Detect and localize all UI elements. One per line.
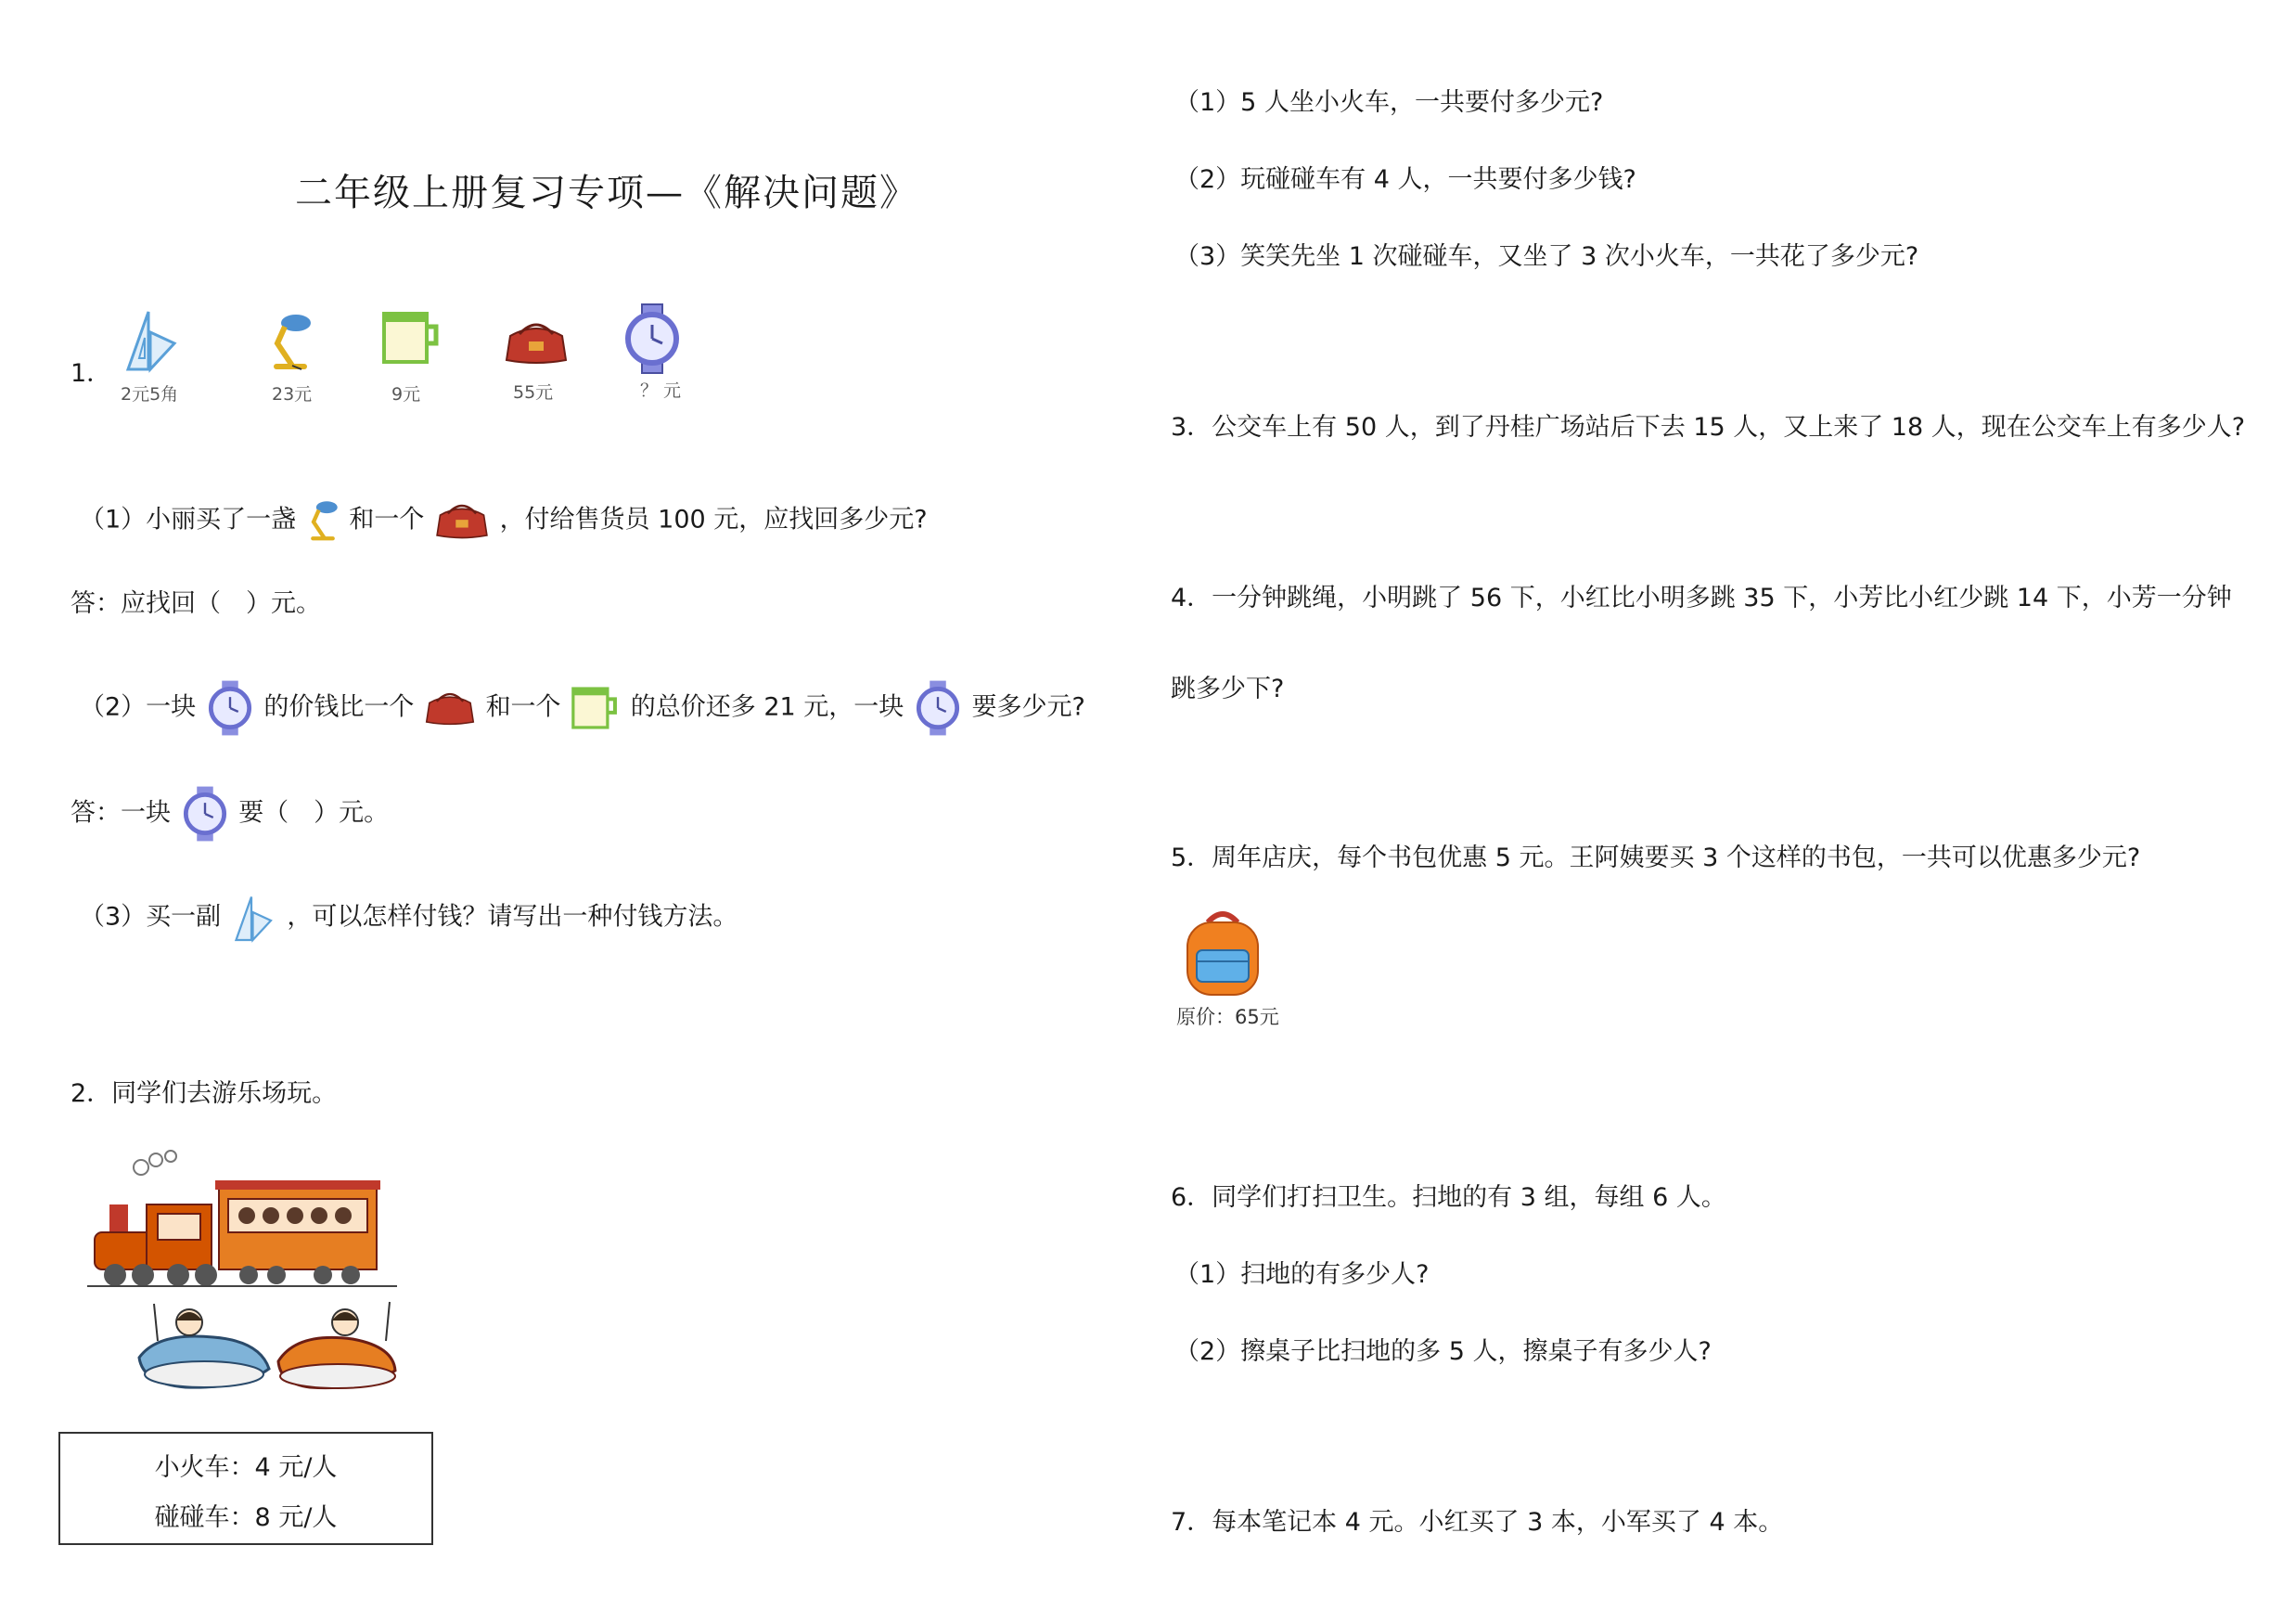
q1-answer1: 答：应找回（ ）元。 [71,589,321,618]
item-price: 55元 [513,382,554,403]
q1-answer2-text-b: 要（ ）元。 [238,798,390,828]
q2-stem: 2．同学们去游乐场玩。 [71,1079,338,1108]
watch-icon [620,303,685,375]
q1-number: 1． [71,359,112,388]
cup-icon [378,310,445,366]
q1-part1-text-c: ，付给售货员 100 元，应找回多少元? [499,505,928,535]
price-box [58,1432,433,1545]
cup-icon [569,685,622,731]
set-square-icon [229,891,279,945]
q1-part2-text-d: 的总价还多 21 元，一块 [630,692,904,722]
q6-sub2: （2）擦桌子比扫地的多 5 人，擦桌子有多少人? [1174,1337,1712,1366]
item-price: 23元 [272,384,313,405]
watch-icon [204,679,256,737]
q2-sub3: （3）笑笑先坐 1 次碰碰车，又坐了 3 次小火车，一共花了多少元? [1174,242,1919,271]
bag-icon [432,501,492,540]
q1-part2-text-e: 要多少元? [971,692,1085,722]
q1-part2 [80,679,1085,737]
set-square-icon [119,306,186,373]
q1-part2-text-b: 的价钱比一个 [263,692,415,722]
q1-part1-text-a: （1）小丽买了一盏 [80,505,297,535]
train-illustration [82,1149,397,1288]
q1-answer2 [71,785,389,843]
desk-lamp-icon [264,310,316,373]
q7-text: 7．每本笔记本 4 元。小红买了 3 本，小军买了 4 本。 [1171,1508,1784,1537]
q2-sub1: （1）5 人坐小火车，一共要付多少元? [1174,88,1604,117]
desk-lamp-icon [304,497,341,544]
q5-stem: 5．周年店庆，每个书包优惠 5 元。王阿姨要买 3 个这样的书包，一共可以优惠多少元? [1171,844,2141,872]
bag-icon [422,689,478,727]
watch-icon [179,785,231,843]
q2-sub2: （2）玩碰碰车有 4 人，一共要付多少钱? [1174,165,1636,194]
q1-part2-text-a: （2）一块 [80,692,197,722]
price-bumper-car: 碰碰车：8 元/人 [154,1503,338,1532]
page-title: 二年级上册复习专项—《解决问题》 [295,172,918,214]
q3-text: 3．公交车上有 50 人，到了丹桂广场站后下去 15 人，又上来了 18 人，现在公交车上有多少人? [1171,413,2246,442]
q6-sub1: （1）扫地的有多少人? [1174,1260,1430,1289]
bumper-cars-illustration [130,1295,408,1397]
q4-line1: 4．一分钟跳绳，小明跳了 56 下，小红比小明多跳 35 下，小芳比小红少跳 14 下，小芳一分钟 [1171,584,2232,612]
backpack-price: 原价：65元 [1176,1006,1279,1028]
q4-line2: 跳多少下? [1171,675,1285,703]
item-price: 9元 [391,384,421,405]
price-train: 小火车：4 元/人 [154,1453,338,1482]
q1-answer2-text-a: 答：一块 [71,798,171,828]
item-price: 2元5角 [121,384,179,405]
q1-part3-text-a: （3）买一副 [80,902,222,932]
item-price: ？ 元 [640,380,682,401]
watch-icon [912,679,964,737]
q1-part1 [80,497,928,544]
backpack-icon [1180,909,1265,998]
q1-part1-text-b: 和一个 [349,505,425,535]
q1-part3-text-b: ，可以怎样付钱？请写出一种付钱方法。 [287,902,738,932]
q1-part2-text-c: 和一个 [485,692,561,722]
q6-stem: 6．同学们打扫卫生。扫地的有 3 组，每组 6 人。 [1171,1183,1726,1212]
bag-icon [501,319,571,366]
q1-part3 [80,891,738,945]
